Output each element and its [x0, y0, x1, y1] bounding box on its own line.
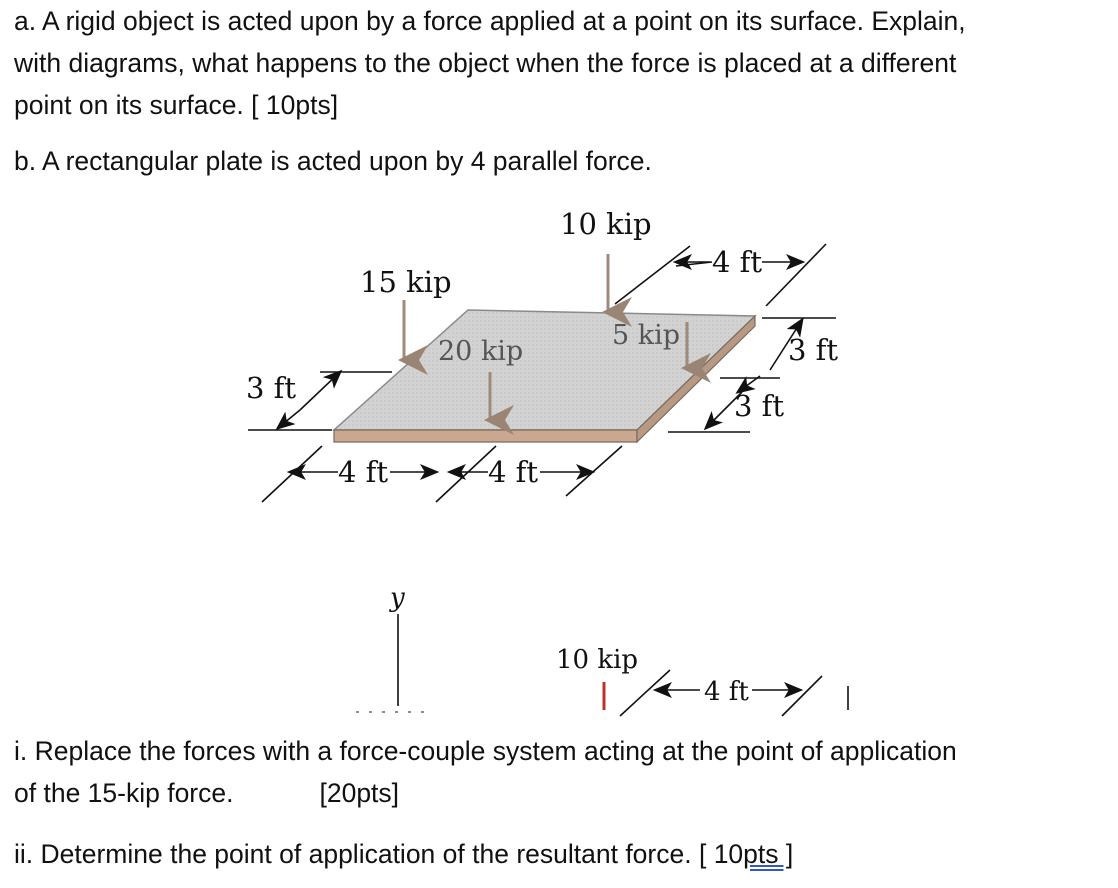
force-15kip-label: 15 kip [360, 265, 452, 299]
dim-3ft-right-lower-label: 3 ft [734, 389, 785, 423]
plate-edge [334, 430, 637, 442]
dim-4ft-top-label: 4 ft [712, 245, 763, 279]
dim-4ft-bottom-left-label: 4 ft [338, 455, 389, 489]
dim-arrow-3ft-left-down [278, 410, 300, 428]
lower-dim-leader-left [620, 670, 670, 716]
question-a-line3: point on its surface. [ 10pts] [14, 90, 339, 120]
part-i-line1: i. Replace the forces with a force-couple system acting at the point of application [14, 736, 957, 766]
dim-leader-bottom-2 [436, 446, 496, 502]
question-a-line1: a. A rigid object is acted upon by a force applied at a point on its surface. Explain, [14, 6, 966, 36]
part-i-points: [20pts] [319, 778, 400, 808]
part-ii-points: pts ] [743, 839, 794, 869]
force-20kip-label: 20 kip [438, 336, 524, 367]
dim-leader-top-left [615, 246, 690, 304]
dim-arrow-3ft-left-up [300, 372, 340, 410]
plate-top-surface [334, 310, 755, 430]
part-ii-text: ii. Determine the point of application of the resultant force. [ 10 [14, 839, 744, 869]
dim-leader-top-right [766, 244, 826, 306]
dim-leader-bottom-3 [566, 446, 622, 496]
part-i [14, 730, 1104, 814]
question-b-text: b. A rectangular plate is acted upon by 4 parallel force. [14, 146, 652, 176]
part-ii [14, 833, 1104, 875]
lower-4ft-label: 4 ft [704, 677, 749, 707]
part-i-line2: of the 15-kip force. [14, 778, 234, 808]
lower-dim-leader-right [782, 676, 822, 716]
force-5kip-label: 5 kip [612, 320, 681, 351]
dim-4ft-bottom-right-label: 4 ft [488, 455, 539, 489]
question-a-line2: with diagrams, what happens to the object when the force is placed at a different [14, 48, 957, 78]
lower-10kip-label: 10 kip [556, 645, 639, 675]
dim-3ft-left-label: 3 ft [246, 371, 297, 405]
axis-y-label: y [390, 583, 405, 613]
dim-leader-bottom-1 [262, 446, 322, 502]
force-10kip-label: 10 kip [560, 207, 652, 241]
dim-3ft-right-label: 3 ft [788, 333, 839, 367]
